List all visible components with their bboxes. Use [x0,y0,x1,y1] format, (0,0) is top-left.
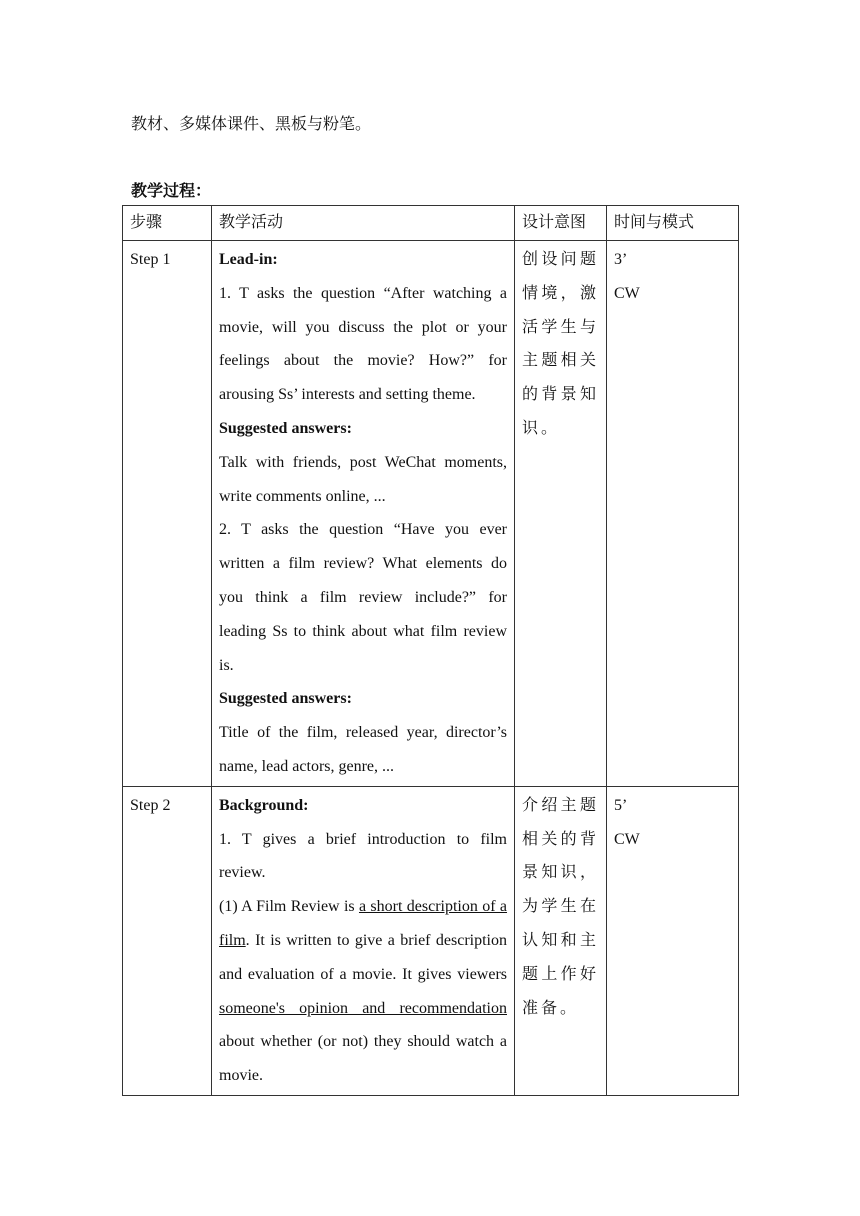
suggested-answers-text: Title of the film, released year, director’s name, lead actors, genre, ... [219,724,507,775]
materials-text: 教材、多媒体课件、黑板与粉笔。 [131,116,372,133]
suggested-answers-label: Suggested answers: [219,419,352,437]
time-mode-cell [607,786,739,1095]
header-intent: 设计意图 [515,206,607,241]
step-cell [123,241,212,787]
header-time-mode: 时间与模式 [607,206,739,241]
lesson-plan-table [122,205,739,1096]
underlined-phrase: a short description of a film [219,898,508,949]
definition-prefix: (1) A Film Review is [219,898,359,916]
definition-suffix: about whether (or not) they should watch a movie. [219,1033,507,1085]
activity-heading: Background: [219,796,309,814]
time-value: 3’ [614,251,628,268]
activity-item: 2. T asks the question “Have you ever written a film review? What elements do you think a film review include?” for leading Ss to think about what film review is. [219,521,507,674]
design-intent-text: 介绍主题相关的背景知识，为学生在认知和主题上作好准备。 [522,796,599,1017]
header-activity: 教学活动 [212,206,515,241]
step-cell [123,786,212,1095]
step-label: Step 1 [130,251,171,268]
table-row [123,241,739,787]
intent-cell [515,241,607,787]
step-label: Step 2 [130,796,171,814]
header-step: 步骤 [123,206,212,241]
film-review-definition [219,890,507,1093]
time-value: 5’ [614,796,628,814]
design-intent-text: 创设问题情境，激活学生与主题相关的背景知识。 [522,251,599,437]
activity-item: 1. T asks the question “After watching a movie, will you discuss the plot or your feelings about the movie? How?” for arousing Ss’ interests and setting theme. [219,284,507,404]
mode-value: CW [614,830,640,848]
activity-item: 1. T gives a brief introduction to film review. [219,830,507,882]
suggested-answers-text: Talk with friends, post WeChat moments, write comments online, ... [219,453,507,505]
process-title: 教学过程： [131,183,212,200]
activity-heading: Lead-in: [219,251,278,268]
mode-value: CW [614,284,640,302]
intent-cell [515,786,607,1095]
suggested-answers-label: Suggested answers: [219,690,352,708]
activity-cell [212,786,515,1095]
time-mode-cell [607,241,739,787]
definition-middle: . It is written to give a brief description and evaluation of a movie. It gives viewers [219,931,507,983]
table-row [123,786,739,1095]
activity-cell [212,241,515,787]
underlined-phrase: someone's opinion and recommendation [219,999,507,1017]
table-header-row [123,206,739,241]
